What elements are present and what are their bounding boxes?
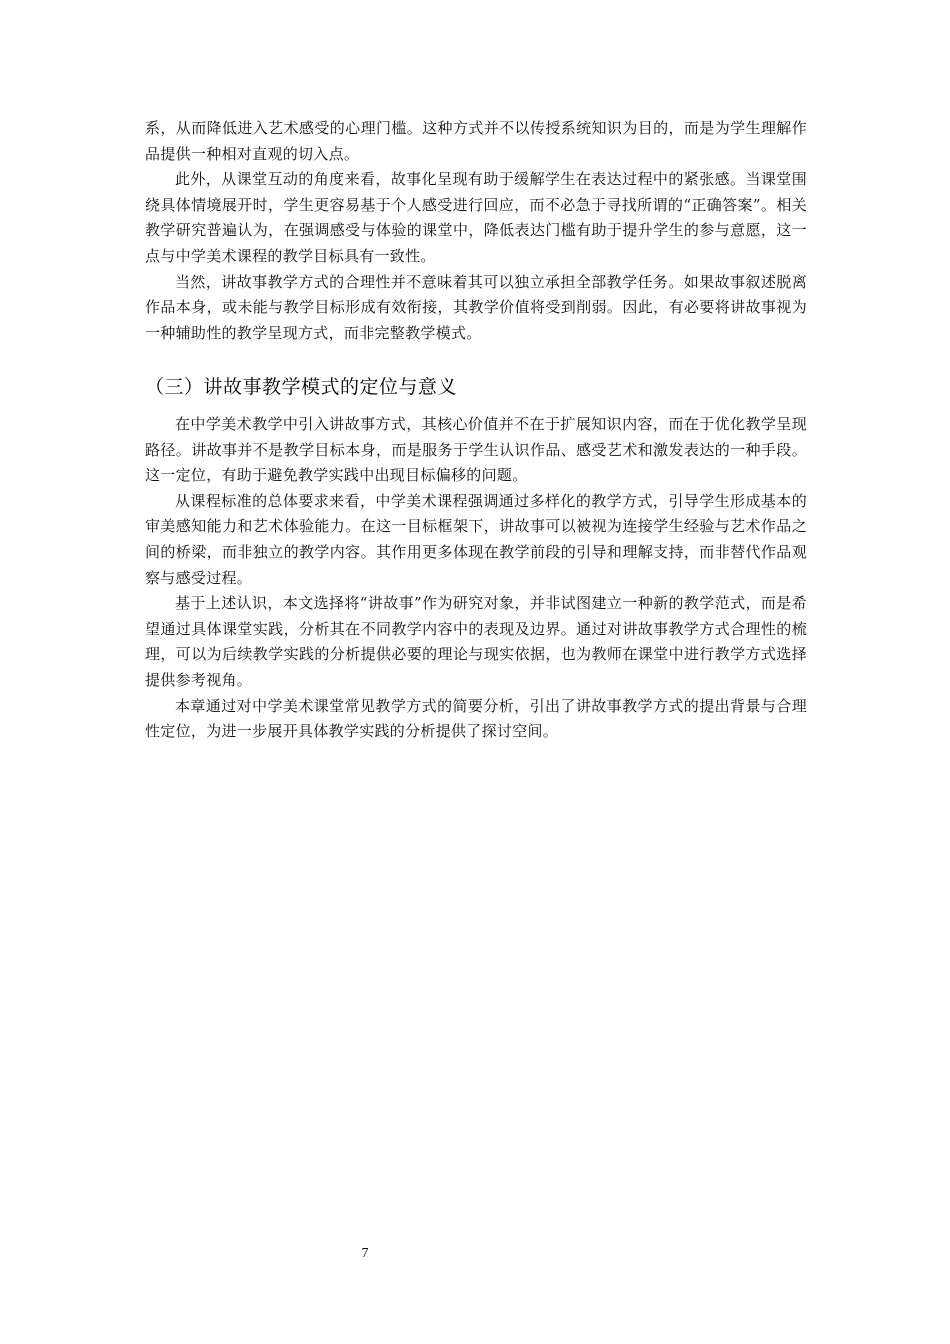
paragraph: 本章通过对中学美术课堂常见教学方式的简要分析，引出了讲故事教学方式的提出背景与合理性定位，为进一步展开具体教学实践的分析提供了探讨空间。: [145, 696, 807, 741]
paragraph: 当然，讲故事教学方式的合理性并不意味着其可以独立承担全部教学任务。如果故事叙述脱离作品本身，或未能与教学目标形成有效衔接，其教学价值将受到削弱。因此，有必要将讲故事视为一种辅助性的教学呈现方式，而非完整教学模式。: [145, 272, 807, 342]
paragraph: 从课程标准的总体要求来看，中学美术课程强调通过多样化的教学方式，引导学生形成基本的审美感知能力和艺术体验能力。在这一目标框架下，讲故事可以被视为连接学生经验与艺术作品之间的桥梁，而非独立的教学内容。其作用更多体现在教学前段的引导和理解支持，而非替代作品观察与感受过程。: [145, 491, 807, 587]
page-number: 7: [361, 1246, 369, 1261]
bottom-text-block: [145, 412, 807, 745]
paragraph: 在中学美术教学中引入讲故事方式，其核心价值并不在于扩展知识内容，而在于优化教学呈现路径。讲故事并不是教学目标本身，而是服务于学生认识作品、感受艺术和激发表达的一种手段。这一定位，有助于避免教学实践中出现目标偏移的问题。: [145, 415, 807, 485]
top-text-block: [145, 116, 807, 346]
paragraph-continuation: 系，从而降低进入艺术感受的心理门槛。这种方式并不以传授系统知识为目的，而是为学生理解作品提供一种相对直观的切入点。: [145, 119, 807, 163]
paragraph: 基于上述认识，本文选择将“讲故事”作为研究对象，并非试图建立一种新的教学范式，而是希望通过具体课堂实践，分析其在不同教学内容中的表现及边界。通过对讲故事教学方式合理性的梳理，可以为后续教学实践的分析提供必要的理论与现实依据，也为教师在课堂中进行教学方式选择提供参考视角。: [145, 594, 807, 689]
paragraph: 此外，从课堂互动的角度来看，故事化呈现有助于缓解学生在表达过程中的紧张感。当课堂围绕具体情境展开时，学生更容易基于个人感受进行回应，而不必急于寻找所谓的“正确答案”。相关教学研究普遍认为，在强调感受与体验的课堂中，降低表达门槛有助于提升学生的参与意愿，这一点与中学美术课程的教学目标具有一致性。: [145, 170, 807, 265]
section-heading: （三）讲故事教学模式的定位与意义: [145, 376, 458, 398]
